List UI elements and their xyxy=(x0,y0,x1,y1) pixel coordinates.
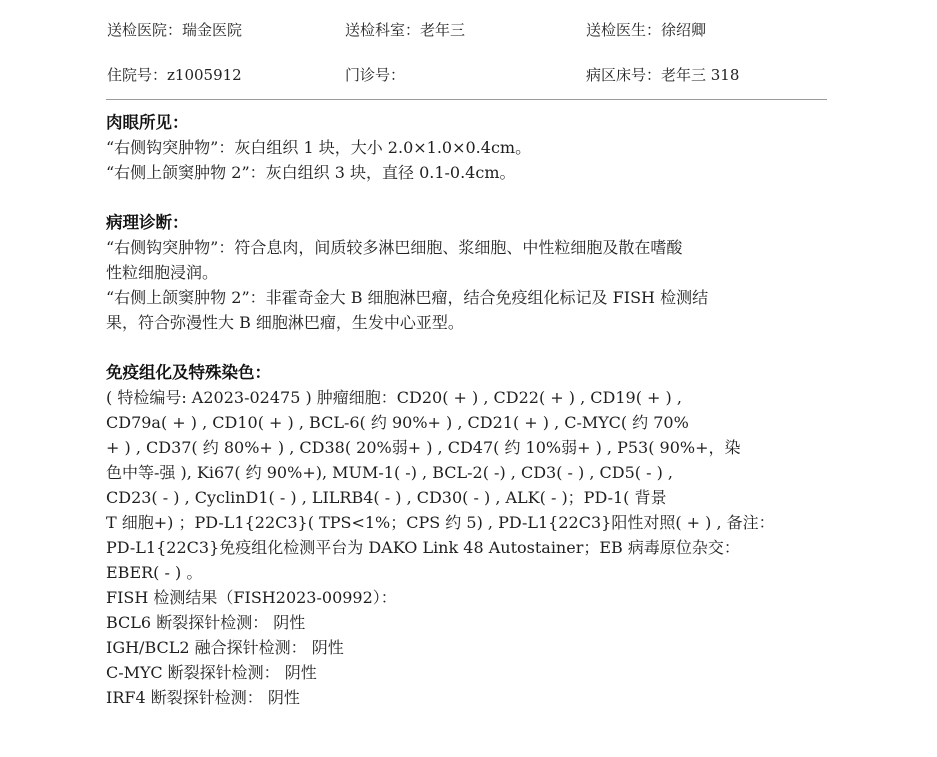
outpatient-number-field: 门诊号： xyxy=(345,66,406,84)
report-body xyxy=(106,110,836,710)
ihc-line: EBER( - ) 。 xyxy=(106,563,203,582)
fish-title: FISH 检测结果（FISH2023-00992）： xyxy=(106,588,397,607)
ward-bed-field: 病区床号：老年三 318 xyxy=(586,66,740,84)
ihc-line: PD-L1{22C3}免疫组化检测平台为 DAKO Link 48 Autostainer；EB 病毒原位杂交： xyxy=(106,538,740,557)
gross-line: “右侧钩突肿物”：灰白组织 1 块，大小 2.0×1.0×0.4cm。 xyxy=(106,138,532,157)
doctor-field: 送检医生：徐绍卿 xyxy=(586,21,707,39)
department-field: 送检科室：老年三 xyxy=(345,21,466,39)
gross-findings-section xyxy=(106,110,836,185)
header-divider xyxy=(106,99,827,100)
fish-result-line: C-MYC 断裂探针检测： 阴性 xyxy=(106,663,317,682)
diagnosis-line: 果，符合弥漫性大 B 细胞淋巴瘤，生发中心亚型。 xyxy=(106,313,464,332)
fish-section xyxy=(106,585,836,710)
diagnosis-line: “右侧上颌窦肿物 2”：非霍奇金大 B 细胞淋巴瘤，结合免疫组化标记及 FISH 检测结 xyxy=(106,288,709,307)
fish-result-line: IRF4 断裂探针检测： 阴性 xyxy=(106,688,300,707)
hospital-field: 送检医院：瑞金医院 xyxy=(107,21,243,39)
fish-result-line: IGH/BCL2 融合探针检测： 阴性 xyxy=(106,638,344,657)
fish-result-line: BCL6 断裂探针检测： 阴性 xyxy=(106,613,306,632)
ihc-section xyxy=(106,360,836,585)
ihc-title: 免疫组化及特殊染色： xyxy=(106,363,271,382)
diagnosis-line: 性粒细胞浸润。 xyxy=(106,263,219,282)
pathology-diagnosis-section xyxy=(106,210,836,335)
diagnosis-line: “右侧钩突肿物”：符合息肉，间质较多淋巴细胞、浆细胞、中性粒细胞及散在嗜酸 xyxy=(106,238,683,257)
pathology-diagnosis-title: 病理诊断： xyxy=(106,213,189,232)
ihc-line: 色中等-强 ), Ki67( 约 90%+), MUM-1( -) , BCL-2( -) , CD3( - ) , CD5( - ) , xyxy=(106,463,674,482)
gross-findings-title: 肉眼所见： xyxy=(106,113,189,132)
ihc-line: CD79a( + ) , CD10( + ) , BCL-6( 约 90%+ ) , CD21( + ) , C-MYC( 约 70% xyxy=(106,413,689,432)
ihc-line: T 细胞+) ；PD-L1{22C3}( TPS<1%；CPS 约 5) , PD-L1{22C3}阳性对照( + ) , 备注： xyxy=(106,513,775,532)
inpatient-number-field: 住院号：z1005912 xyxy=(107,66,242,84)
gross-line: “右侧上颌窦肿物 2”：灰白组织 3 块，直径 0.1-0.4cm。 xyxy=(106,163,516,182)
ihc-line: + ) , CD37( 约 80%+ ) , CD38( 20%弱+ ) , CD47( 约 10%弱+ ) , P53( 90%+，染 xyxy=(106,438,741,457)
ihc-line: ( 特检编号: A2023-02475 ) 肿瘤细胞：CD20( + ) , CD22( + ) , CD19( + ) , xyxy=(106,388,682,407)
ihc-line: CD23( - ) , CyclinD1( - ) , LILRB4( - ) , CD30( - ) , ALK( - )；PD-1( 背景 xyxy=(106,488,667,507)
